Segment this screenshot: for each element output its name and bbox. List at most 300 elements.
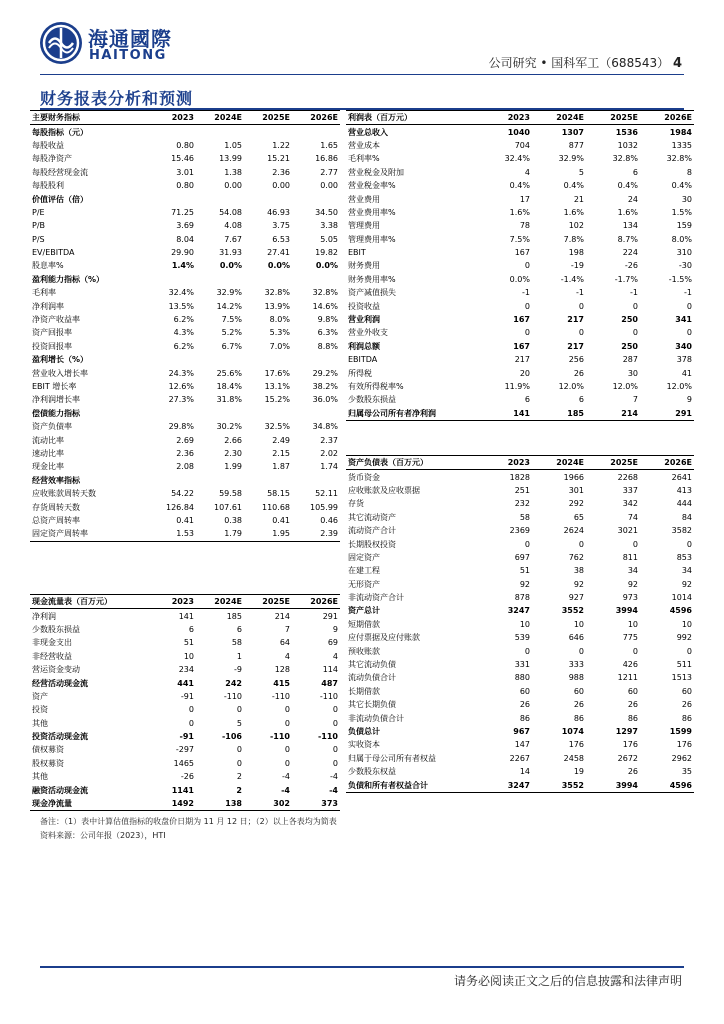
ratios-row: [30, 246, 340, 259]
ratios-cell: 2.66: [224, 435, 242, 445]
income-cell: 17: [519, 194, 530, 204]
ratios-cell: 24.3%: [168, 368, 194, 378]
ratios-row: [30, 407, 340, 420]
cashflow-cell: 185: [226, 611, 242, 621]
income-cell: 41: [681, 368, 692, 378]
ratios-row-label: 流动比率: [32, 435, 64, 445]
balance-row: [346, 725, 694, 738]
balance-cell: 1966: [563, 472, 584, 482]
ratios-cell: 1.95: [244, 527, 292, 541]
ratios-cell: 15.2%: [264, 395, 290, 405]
ratios-cell: 1.74: [320, 462, 338, 472]
balance-cell: 92: [573, 579, 584, 589]
income-row: [346, 393, 694, 406]
balance-cell: 60: [573, 686, 584, 696]
ratios-cell: 13.99: [219, 154, 242, 164]
income-cell: -30: [678, 261, 692, 271]
ratios-cell: 13.9%: [264, 301, 290, 311]
balance-cell: 878: [514, 593, 530, 603]
balance-cell: 51: [519, 566, 530, 576]
ratios-row-label: P/S: [32, 234, 45, 244]
ratios-cell: 34.50: [315, 207, 338, 217]
balance-cell: 2458: [563, 753, 584, 763]
ratios-cell: 38.2%: [312, 382, 338, 391]
cashflow-cell: 5: [236, 718, 242, 728]
balance-cell: 60: [681, 686, 692, 696]
income-row-label: 投资收益: [348, 301, 380, 311]
ratios-cell: 0.41: [272, 515, 290, 525]
balance-cell: 26: [573, 700, 584, 710]
ratios-cell: [196, 474, 244, 487]
ratios-cell: [150, 125, 196, 139]
cashflow-row-label: 现金净流量: [30, 797, 150, 811]
balance-year-header: 2025E: [586, 456, 640, 470]
ratios-row-label: 盈利能力指标（%）: [32, 274, 105, 284]
cashflow-cell: 6: [236, 624, 242, 634]
ratios-row-label: P/E: [32, 207, 45, 217]
income-row-label: 管理费用率%: [348, 234, 396, 244]
ratios-row-label: 每股股利: [32, 181, 64, 191]
ratios-row: [30, 233, 340, 246]
income-cell: 0: [632, 328, 638, 338]
ratios-cell: 32.4%: [168, 288, 194, 298]
ratios-year-header: 2024E: [196, 111, 244, 125]
income-row-label: 财务费用率%: [348, 274, 396, 284]
ratios-row: [30, 206, 340, 219]
ratios-cell: 0.0%: [219, 261, 242, 271]
cashflow-cell: 0: [284, 705, 290, 715]
balance-row: [346, 658, 694, 671]
income-cell: 102: [568, 221, 584, 231]
balance-header-label: 资产负债表（百万元）: [346, 456, 486, 470]
balance-year-header: 2023: [486, 456, 532, 470]
income-statement-table: [346, 110, 694, 421]
ratios-cell: [292, 273, 340, 286]
income-row: [346, 166, 694, 179]
ratios-cell: [196, 273, 244, 286]
cashflow-cell: 0: [188, 718, 194, 728]
income-cell: 217: [567, 315, 584, 325]
income-row-label: 资产减值损失: [348, 288, 396, 298]
balance-cell: 1513: [671, 673, 692, 683]
cashflow-year-header: 2026E: [292, 595, 340, 609]
ratios-header-label: 主要财务指标: [30, 111, 150, 125]
balance-cell: 147: [514, 740, 530, 750]
income-row: [346, 326, 694, 339]
cashflow-cell: 0: [236, 705, 242, 715]
cashflow-cell: -4: [329, 785, 338, 795]
balance-cell: 10: [573, 619, 584, 629]
income-cell: 32.8%: [612, 154, 638, 164]
income-cell: -1.5%: [668, 274, 692, 284]
ratios-cell: 58.15: [267, 489, 290, 499]
ratios-cell: [292, 192, 340, 205]
cashflow-cell: 69: [327, 638, 338, 648]
financial-ratios-table: [30, 110, 340, 542]
cashflow-cell: -110: [269, 732, 290, 742]
income-row: [346, 179, 694, 192]
ratios-cell: 1.05: [224, 140, 242, 150]
balance-cell: 4596: [669, 606, 692, 616]
ratios-cell: 4.08: [224, 221, 242, 231]
income-cell: 287: [622, 355, 638, 365]
ratios-cell: [196, 192, 244, 205]
income-cell: 134: [622, 221, 638, 231]
page-header: [0, 0, 724, 80]
balance-row-label: 应付票据及应付账款: [348, 633, 420, 643]
balance-cell: 1014: [671, 593, 692, 603]
cashflow-cell: 4: [332, 651, 338, 661]
cashflow-cell: -110: [271, 691, 290, 701]
cashflow-row: [30, 743, 340, 756]
ratios-row-label: 盈利增长（%）: [32, 355, 89, 365]
balance-cell: 10: [627, 619, 638, 629]
income-cell: -26: [624, 261, 638, 271]
income-cell: 8: [686, 167, 692, 177]
balance-row-label: 流动资产合计: [348, 526, 396, 536]
page-title: 财务报表分析和预测: [40, 89, 194, 108]
balance-row: [346, 711, 694, 724]
income-cell: 378: [676, 355, 692, 365]
ratios-cell: 0.80: [176, 140, 194, 150]
ratios-row-label: 股息率%: [32, 261, 64, 271]
income-cell: -1: [684, 288, 692, 298]
cashflow-row-label: 净利润: [32, 611, 56, 621]
income-row: [346, 407, 694, 421]
ratios-cell: 5.3%: [269, 328, 290, 338]
ratios-cell: 16.86: [315, 154, 338, 164]
income-cell: 341: [675, 315, 692, 325]
ratios-cell: 0.41: [176, 515, 194, 525]
ratios-cell: 3.69: [176, 221, 194, 231]
balance-cell: 1297: [615, 727, 638, 736]
cash-flow-table: [30, 594, 340, 811]
cashflow-row-label: 其他: [32, 772, 48, 782]
income-row-label: 所得税: [348, 368, 372, 378]
ratios-row: [30, 380, 340, 393]
balance-cell: 86: [519, 713, 530, 723]
cashflow-year-header: 2024E: [196, 595, 244, 609]
balance-row-label: 短期借款: [348, 619, 380, 629]
balance-row: [346, 497, 694, 510]
income-row-label: 营业成本: [348, 140, 380, 150]
balance-row-label: 少数股东权益: [348, 767, 396, 777]
ratios-cell: 2.36: [176, 448, 194, 458]
cashflow-cell: 51: [183, 638, 194, 648]
cashflow-cell: 291: [322, 611, 338, 621]
ratios-cell: [150, 273, 196, 286]
balance-cell: 3021: [617, 526, 638, 536]
ratios-cell: 12.6%: [168, 382, 194, 391]
ratios-cell: 0.0%: [267, 261, 290, 271]
ratios-row: [30, 179, 340, 192]
balance-cell: 2267: [509, 753, 530, 763]
income-cell: 0: [686, 301, 692, 311]
balance-cell: 0: [686, 646, 692, 656]
ratios-row-label: 毛利率: [32, 288, 56, 298]
cashflow-cell: 373: [292, 797, 340, 811]
income-cell: -1: [522, 288, 530, 298]
balance-row-label: 在建工程: [348, 566, 380, 576]
ratios-row: [30, 460, 340, 473]
cashflow-year-header: 2023: [150, 595, 196, 609]
ratios-cell: [292, 125, 340, 139]
income-header-label: 利润表（百万元）: [346, 111, 486, 125]
balance-row-label: 归属于母公司所有者权益: [348, 753, 436, 763]
ratios-cell: 105.99: [310, 502, 338, 512]
table-note: 备注：（1）表中计算估值指标的收盘价日期为 11 月 12 日；（2）以上各表均为简表: [40, 817, 337, 826]
balance-cell: 3247: [486, 778, 532, 792]
income-cell: 340: [675, 341, 692, 351]
balance-row: [346, 765, 694, 778]
balance-cell: 973: [622, 593, 638, 603]
income-cell: 1.6%: [509, 207, 530, 217]
balance-cell: 1599: [669, 727, 692, 736]
ratios-cell: 32.9%: [216, 288, 242, 298]
ratios-cell: 1.99: [224, 462, 242, 472]
income-row-label: 财务费用: [348, 261, 380, 271]
cashflow-cell: 9: [332, 624, 338, 634]
ratios-cell: 1.4%: [171, 261, 194, 271]
income-row: [346, 219, 694, 232]
income-year-header: 2024E: [532, 111, 586, 125]
income-cell: 5: [578, 167, 584, 177]
cashflow-cell: 1: [236, 651, 242, 661]
income-cell: 0: [578, 301, 584, 311]
ratios-row: [30, 487, 340, 500]
ratios-cell: [244, 192, 292, 205]
ratios-row-label: EBIT 增长率: [32, 382, 77, 391]
ratios-row-label: 每股指标（元）: [32, 127, 88, 137]
ratios-cell: 126.84: [166, 502, 194, 512]
balance-row-label: 其它流动资产: [348, 512, 396, 522]
balance-cell: 2624: [563, 526, 584, 536]
income-row: [346, 340, 694, 353]
income-cell: 1032: [617, 140, 638, 150]
balance-cell: 3994: [615, 606, 638, 616]
income-cell: 1.5%: [671, 207, 692, 217]
income-row-label: 营业税金及附加: [348, 167, 404, 177]
cashflow-cell: -110: [319, 691, 338, 701]
cashflow-cell: 0: [236, 745, 242, 755]
income-cell: 21: [573, 194, 584, 204]
ratios-cell: [292, 407, 340, 420]
income-row: [346, 125, 694, 139]
ratios-cell: 31.93: [219, 248, 242, 258]
cashflow-year-header: 2025E: [244, 595, 292, 609]
income-cell: 12.0%: [612, 382, 638, 391]
balance-cell: 60: [627, 686, 638, 696]
cashflow-cell: 0: [284, 745, 290, 755]
ratios-row-label: 总资产周转率: [32, 515, 80, 525]
balance-cell: 880: [514, 673, 530, 683]
ratios-row-label: 固定资产周转率: [30, 527, 150, 541]
ratios-cell: 1.53: [150, 527, 196, 541]
balance-cell: 3552: [561, 606, 584, 616]
cashflow-cell: 4: [284, 651, 290, 661]
ratios-row: [30, 393, 340, 406]
ratios-cell: 0.0%: [315, 261, 338, 271]
cashflow-cell: 242: [225, 678, 242, 688]
balance-row-label: 预收账款: [348, 646, 380, 656]
ratios-cell: 4.3%: [173, 328, 194, 338]
balance-cell: 2962: [671, 753, 692, 763]
balance-row: [346, 631, 694, 644]
ratios-row-label: 净资产收益率: [32, 315, 80, 325]
balance-row-label: 其它流动负债: [348, 660, 396, 670]
income-cell: 704: [514, 140, 530, 150]
ratios-row: [30, 433, 340, 446]
balance-cell: 34: [627, 566, 638, 576]
ratios-cell: 27.3%: [168, 395, 194, 405]
balance-cell: 0: [686, 539, 692, 549]
ratios-row: [30, 326, 340, 339]
income-year-header: 2026E: [640, 111, 694, 125]
balance-cell: 426: [622, 660, 638, 670]
balance-cell: 511: [676, 660, 692, 670]
income-row-label: 少数股东损益: [348, 395, 396, 405]
cashflow-cell: 214: [274, 611, 290, 621]
income-cell: 141: [486, 407, 532, 421]
balance-cell: 74: [627, 512, 638, 522]
ratios-cell: 0.46: [320, 515, 338, 525]
balance-row-label: 长期借款: [348, 686, 380, 696]
ratios-cell: 46.93: [267, 207, 290, 217]
ratios-cell: [196, 353, 244, 366]
cashflow-cell: -4: [281, 785, 290, 795]
ratios-cell: 2.49: [272, 435, 290, 445]
balance-cell: 3552: [532, 778, 586, 792]
ratios-cell: 3.75: [272, 221, 290, 231]
ratios-row: [30, 447, 340, 460]
ratios-cell: [150, 474, 196, 487]
balance-row: [346, 524, 694, 537]
balance-cell: 176: [568, 740, 584, 750]
cashflow-row: [30, 730, 340, 743]
income-cell: 310: [676, 248, 692, 258]
ratios-row: [30, 286, 340, 299]
income-row: [346, 246, 694, 259]
balance-cell: 539: [514, 633, 530, 643]
ratios-row-label: 每股收益: [32, 140, 64, 150]
income-cell: 12.0%: [666, 382, 692, 391]
ratios-header-row: [30, 111, 340, 125]
income-row: [346, 273, 694, 286]
ratios-cell: 6.3%: [317, 328, 338, 338]
cashflow-cell: 415: [273, 678, 290, 688]
income-cell: 1536: [615, 127, 638, 137]
cashflow-row-label: 投资活动现金流: [32, 732, 88, 742]
ratios-row-label: 现金比率: [32, 462, 64, 472]
ratios-cell: 31.8%: [216, 395, 242, 405]
income-cell: 214: [586, 407, 640, 421]
cashflow-row: [30, 770, 340, 783]
ratios-cell: [150, 353, 196, 366]
balance-cell: 0: [632, 539, 638, 549]
balance-cell: 38: [573, 566, 584, 576]
income-row: [346, 313, 694, 326]
balance-cell: 251: [514, 485, 530, 495]
income-cell: 0.4%: [563, 181, 584, 191]
data-source: 资料来源：公司年报（2023），HTI: [40, 831, 166, 840]
cashflow-cell: 0: [284, 718, 290, 728]
income-cell: 24: [627, 194, 638, 204]
income-row-label: 管理费用: [348, 221, 380, 231]
balance-cell: 1828: [509, 472, 530, 482]
cashflow-header-row: [30, 595, 340, 609]
income-cell: 6: [524, 395, 530, 405]
income-cell: 877: [568, 140, 584, 150]
ratios-cell: 6.7%: [221, 341, 242, 351]
cashflow-row-label: 融资活动现金流: [32, 785, 88, 795]
cashflow-cell: -9: [234, 665, 242, 675]
cashflow-row: [30, 609, 340, 623]
ratios-year-header: 2026E: [292, 111, 340, 125]
income-cell: -19: [570, 261, 584, 271]
cashflow-cell: 0: [188, 705, 194, 715]
header-divider: [40, 74, 684, 75]
ratios-row: [30, 219, 340, 232]
income-cell: 7: [632, 395, 638, 405]
ratios-cell: 3.38: [320, 221, 338, 231]
cashflow-row: [30, 663, 340, 676]
cashflow-cell: -4: [282, 772, 290, 782]
ratios-cell: 2.30: [224, 448, 242, 458]
cashflow-row: [30, 717, 340, 730]
balance-row: [346, 752, 694, 765]
ratios-row: [30, 125, 340, 139]
ratios-cell: 59.58: [219, 489, 242, 499]
ratios-cell: 18.4%: [216, 382, 242, 391]
page-number: 4: [672, 56, 682, 71]
balance-row-label: 其它长期负债: [348, 700, 396, 710]
balance-cell: 26: [627, 767, 638, 777]
balance-cell: 331: [514, 660, 530, 670]
cashflow-cell: -297: [175, 745, 194, 755]
ratios-cell: 32.5%: [264, 422, 290, 432]
income-row-label: 毛利率%: [348, 154, 380, 164]
income-cell: 32.9%: [558, 154, 584, 164]
ratios-row: [30, 313, 340, 326]
ratios-row: [30, 420, 340, 433]
income-row: [346, 233, 694, 246]
balance-row: [346, 537, 694, 550]
cashflow-row-label: 债权募资: [32, 745, 64, 755]
ratios-row-label: 经营效率指标: [32, 475, 80, 485]
cashflow-cell: 0: [332, 745, 338, 755]
balance-row-label: 无形资产: [348, 579, 380, 589]
balance-cell: 927: [568, 593, 584, 603]
income-cell: 8.7%: [617, 234, 638, 244]
cashflow-row: [30, 636, 340, 649]
ratios-cell: 36.0%: [312, 395, 338, 405]
income-cell: 0: [524, 261, 530, 271]
ratios-row-label: 投资回报率: [32, 341, 72, 351]
ratios-cell: 14.2%: [216, 301, 242, 311]
cashflow-row-label: 非现金支出: [32, 638, 72, 648]
cashflow-cell: 138: [196, 797, 244, 811]
ratios-row-label: P/B: [32, 221, 46, 231]
ratios-row-label: 净利润率: [32, 301, 64, 311]
income-cell: 7.5%: [509, 234, 530, 244]
cashflow-row: [30, 783, 340, 796]
ratios-cell: 27.41: [267, 248, 290, 258]
ratios-cell: [196, 125, 244, 139]
income-cell: 250: [621, 341, 638, 351]
ratios-row: [30, 500, 340, 513]
income-row-label: 营业总收入: [348, 127, 388, 137]
income-cell: 256: [568, 355, 584, 365]
